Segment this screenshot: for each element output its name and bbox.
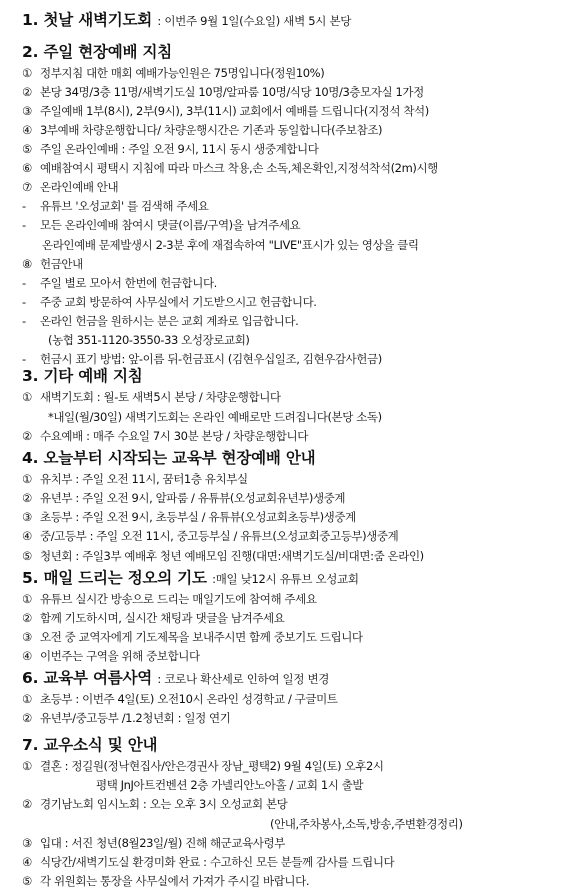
- section-heading: [22, 566, 359, 588]
- section-title: 3. 기타 예배 지침: [22, 367, 143, 385]
- item-text: 새벽기도회 : 월-토 새벽5시 본당 / 차량운행합니다: [40, 390, 281, 404]
- item-text: 유년부/중고등부 /1.2청년회 : 일정 연기: [40, 711, 231, 725]
- item-text: (농협 351-1120-3550-33 오성장로교회): [48, 333, 250, 347]
- item-text: 주일 온라인예배 : 주일 오전 9시, 11시 동시 생중계합니다: [40, 142, 319, 156]
- item-text: 모든 온라인예배 참여시 댓글(이름/구역)을 남겨주세요: [40, 218, 301, 232]
- item-marker: ②: [22, 797, 32, 811]
- list-item: [22, 611, 284, 625]
- item-text: 이번주는 구역을 위해 중보합니다: [40, 649, 200, 663]
- item-marker: ④: [22, 529, 32, 543]
- list-item: [22, 123, 382, 137]
- item-text: 유치부 : 주일 오전 11시, 꿈터1층 유치부실: [40, 472, 248, 486]
- section-title: 1. 첫날 새벽기도회: [22, 11, 153, 29]
- list-item: [22, 257, 83, 271]
- section-title: 2. 주일 현장예배 지침: [22, 43, 173, 61]
- item-text: 식당간/새벽기도실 환경미화 완료 : 수고하신 모든 분들께 감사를 드립니다: [40, 855, 395, 869]
- list-item: [22, 630, 363, 644]
- item-marker: -: [22, 218, 26, 232]
- item-marker: -: [22, 352, 26, 366]
- item-text: 함께 기도하시며, 실시간 채팅과 댓글을 남겨주세요: [40, 611, 285, 625]
- item-marker: ③: [22, 510, 32, 524]
- list-item: [22, 510, 356, 524]
- item-text: 각 위원회는 통장을 사무실에서 가져가 주시길 바랍니다.: [40, 874, 310, 888]
- list-item: [22, 314, 298, 328]
- item-marker: -: [22, 276, 26, 290]
- list-item: [22, 429, 308, 443]
- list-item: [22, 711, 230, 725]
- list-item: [22, 549, 424, 563]
- item-marker: ①: [22, 66, 32, 80]
- item-marker: ③: [22, 836, 32, 850]
- item-text: 주일예배 1부(8시), 2부(9시), 3부(11시) 교회에서 예배를 드립니다(지정석 착석): [40, 104, 429, 118]
- item-marker: ⑤: [22, 142, 32, 156]
- item-text: 오전 중 교역자에게 기도제목을 보내주시면 함께 중보기도 드립니다: [40, 630, 363, 644]
- item-text: 주일 별로 모아서 한번에 헌금합니다.: [40, 276, 217, 290]
- item-text: 정부지침 대한 매회 예배가능인원은 75명입니다(정원10%): [40, 66, 325, 80]
- list-item: [22, 491, 345, 505]
- item-text: 온라인 헌금을 원하시는 분은 교회 계좌로 입금합니다.: [40, 314, 299, 328]
- item-text: 초등부 : 주일 오전 9시, 초등부실 / 유튜뷰(오성교회초등부)생중계: [40, 510, 356, 524]
- item-marker: ③: [22, 630, 32, 644]
- list-item: [22, 649, 200, 663]
- list-item: [22, 855, 394, 869]
- item-marker: ②: [22, 611, 32, 625]
- item-marker: ①: [22, 472, 32, 486]
- item-marker: ②: [22, 429, 32, 443]
- item-text: 초등부 : 이번주 4일(토) 오전10시 온라인 성경학교 / 구글미트: [40, 692, 338, 706]
- list-item: [96, 778, 363, 792]
- section-heading: [22, 733, 157, 755]
- item-text: 헌금시 표기 방법: 앞-이름 뒤-헌금표시 (김현우십일조, 김현우감사헌금): [40, 352, 382, 366]
- item-marker: -: [22, 295, 26, 309]
- list-item: [22, 180, 118, 194]
- item-text: *내일(월/30일) 새벽기도회는 온라인 예배로만 드려집니다(본당 소독): [48, 410, 382, 424]
- item-text: 헌금안내: [40, 257, 83, 271]
- item-text: 유튜브 실시간 방송으로 드리는 매일기도에 참여해 주세요: [40, 592, 317, 606]
- section-heading: [22, 446, 315, 468]
- list-item: [22, 276, 217, 290]
- list-item: [22, 592, 317, 606]
- item-marker: ⑤: [22, 549, 32, 563]
- list-item: [22, 104, 429, 118]
- item-text: (안내,주차봉사,소독,방송,주변환경정리): [270, 817, 463, 831]
- section-title: 4. 오늘부터 시작되는 교육부 현장예배 안내: [22, 449, 316, 467]
- list-item: [22, 390, 281, 404]
- item-text: 청년회 : 주일3부 예배후 청년 예배모임 진행(대면:새벽기도실/비대면:줌 온라인): [40, 549, 424, 563]
- item-marker: ⑤: [22, 874, 32, 888]
- section-note: : 코로나 확산세로 인하여 일정 변경: [154, 672, 330, 686]
- item-marker: ②: [22, 491, 32, 505]
- list-item: [22, 874, 309, 888]
- item-marker: ②: [22, 85, 32, 99]
- item-text: 유년부 : 주일 오전 9시, 알파룸 / 유튜뷰(오성교회유년부)생중계: [40, 491, 346, 505]
- item-marker: -: [22, 314, 26, 328]
- section-title: 5. 매일 드리는 정오의 기도: [22, 569, 207, 587]
- list-item: [22, 295, 317, 309]
- item-marker: ⑥: [22, 161, 32, 175]
- item-text: 수요예배 : 매주 수요일 7시 30분 본당 / 차량운행합니다: [40, 429, 308, 443]
- item-marker: ③: [22, 104, 32, 118]
- list-item: [48, 410, 382, 424]
- item-text: 본당 34명/3층 11명/새벽기도실 10명/알파룸 10명/식당 10명/3층모자실 1가정: [40, 85, 424, 99]
- item-marker: ④: [22, 649, 32, 663]
- item-text: 예배참여시 평택시 지침에 따라 마스크 착용,손 소독,체온확인,지정석착석(2m)시행: [40, 161, 438, 175]
- section-note: : 이번주 9월 1일(수요일) 새벽 5시 본당: [154, 14, 352, 28]
- list-item: [22, 199, 208, 213]
- item-text: 주중 교회 방문하여 사무실에서 기도받으시고 헌금합니다.: [40, 295, 317, 309]
- item-marker: ①: [22, 592, 32, 606]
- item-marker: ①: [22, 390, 32, 404]
- item-marker: ②: [22, 711, 32, 725]
- item-marker: ④: [22, 855, 32, 869]
- section-note: :매일 낮12시 유튜브 오성교회: [208, 572, 359, 586]
- list-item: [22, 142, 318, 156]
- item-text: 입대 : 서진 청년(8월23일/월) 진해 해군교육사령부: [40, 836, 285, 850]
- list-item: [22, 529, 398, 543]
- item-marker: ⑧: [22, 257, 32, 271]
- item-marker: ①: [22, 692, 32, 706]
- item-marker: ④: [22, 123, 32, 137]
- section-heading: [22, 8, 351, 30]
- list-item: [22, 759, 384, 773]
- item-text: 평택 JnJ아트컨벤션 2층 가넬리안노아홀 / 교회 1시 출발: [96, 778, 364, 792]
- list-item: [270, 817, 463, 831]
- item-text: 온라인예배 문제발생시 2-3분 후에 재접속하여 "LIVE"표시가 있는 영상을 클릭: [42, 238, 419, 252]
- item-marker: -: [22, 199, 26, 213]
- item-text: 3부예배 차량운행합니다/ 차량운행시간은 기존과 동일합니다(주보참조): [40, 123, 383, 137]
- item-marker: ⑦: [22, 180, 32, 194]
- list-item: [22, 161, 438, 175]
- list-item: [42, 238, 419, 252]
- item-text: 유튜브 '오성교회' 를 검색해 주세요: [40, 199, 209, 213]
- item-text: 결혼 : 정길원(정낙현집사/안은경권사 장남_평택2) 9월 4일(토) 오후2시: [40, 759, 384, 773]
- section-heading: [22, 40, 172, 62]
- section-title: 7. 교우소식 및 안내: [22, 736, 158, 754]
- list-item: [22, 797, 287, 811]
- section-heading: [22, 364, 143, 386]
- list-item: [22, 218, 300, 232]
- list-item: [48, 333, 250, 347]
- list-item: [22, 472, 248, 486]
- section-title: 6. 교육부 여름사역: [22, 669, 153, 687]
- item-text: 경기남노회 임시노회 : 오는 오후 3시 오성교회 본당: [40, 797, 288, 811]
- list-item: [22, 836, 285, 850]
- item-marker: ①: [22, 759, 32, 773]
- list-item: [22, 692, 338, 706]
- list-item: [22, 85, 424, 99]
- item-text: 온라인예배 안내: [40, 180, 119, 194]
- list-item: [22, 66, 324, 80]
- item-text: 중/고등부 : 주일 오전 11시, 중고등부실 / 유튜브(오성교회중고등부)생중계: [40, 529, 399, 543]
- section-heading: [22, 666, 329, 688]
